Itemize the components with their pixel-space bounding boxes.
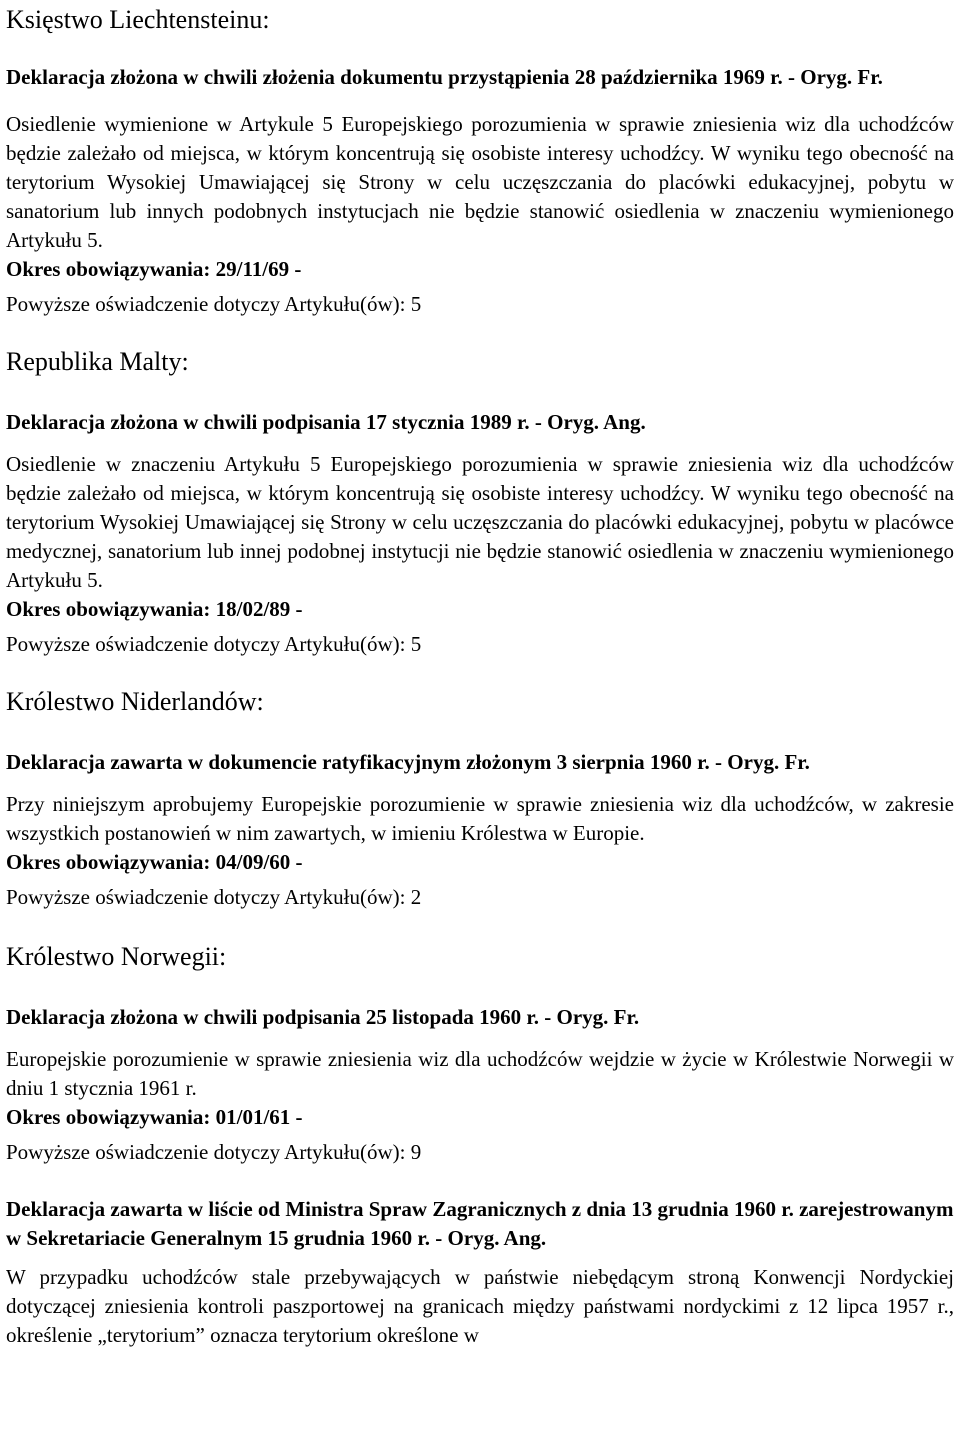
document-page	[6, 4, 954, 1350]
declaration-text-netherlands: Przy niniejszym aprobujemy Europejskie porozumienie w sprawie zniesienia wiz dla uchodźców, w zakresie wszystkich postanowień w nim zawartych, w imieniu Królestwa w Europie.	[6, 792, 954, 845]
declaration-malta: Deklaracja złożona w chwili podpisania 17 stycznia 1989 r. - Oryg. Ang.	[6, 410, 646, 434]
concerns-articles-netherlands: Powyższe oświadczenie dotyczy Artykułu(ów): 2	[6, 885, 422, 909]
declaration-text-malta: Osiedlenie w znaczeniu Artykułu 5 Europejskiego porozumienia w sprawie zniesienia wiz dla uchodźców będzie zależało od miejsca, w którym koncentrują się osobiste interesy uchodźcy. W wyniku tego obecność na terytorium Wysokiej Umawiającej się Strony w celu uczęszczania do placówki edukacyjnej, pobytu w placówce medycznej, sanatorium lub innej podobnej instytucji nie będzie stanowić osiedlenia w znaczeniu wymienionego Artykułu 5.	[6, 452, 954, 592]
concerns-articles-malta: Powyższe oświadczenie dotyczy Artykułu(ów): 5	[6, 632, 422, 656]
declaration-netherlands: Deklaracja zawarta w dokumencie ratyfikacyjnym złożonym 3 sierpnia 1960 r. - Oryg. Fr.	[6, 750, 810, 774]
country-heading-malta: Republika Malty:	[6, 347, 189, 376]
declaration-norway: Deklaracja złożona w chwili podpisania 25 listopada 1960 r. - Oryg. Fr.	[6, 1005, 640, 1029]
declaration-norway-letter: Deklaracja zawarta w liście od Ministra Spraw Zagranicznych z dnia 13 grudnia 1960 r. zarejestrowanym w Sekretariacie Generalnym 15 grudnia 1960 r. - Oryg. Ang.	[6, 1197, 954, 1250]
declaration-liechtenstein: Deklaracja złożona w chwili złożenia dokumentu przystąpienia 28 października 1969 r. - Oryg. Fr.	[6, 65, 883, 89]
country-heading-netherlands: Królestwo Niderlandów:	[6, 687, 264, 716]
validity-netherlands: Okres obowiązywania: 04/09/60 -	[6, 850, 303, 874]
declaration-text-liechtenstein: Osiedlenie wymienione w Artykule 5 Europejskiego porozumienia w sprawie zniesienia wiz dla uchodźców będzie zależało od miejsca, w którym koncentrują się osobiste interesy uchodźcy. W wyniku tego obecność na terytorium Wysokiej Umawiającej się Strony w celu uczęszczania do placówki edukacyjnej, pobytu w sanatorium lub innych podobnych instytucjach nie będzie stanowić osiedlenia w znaczeniu wymienionego Artykułu 5.	[6, 112, 954, 252]
validity-norway: Okres obowiązywania: 01/01/61 -	[6, 1105, 303, 1129]
declaration-text-norway: Europejskie porozumienie w sprawie zniesienia wiz dla uchodźców wejdzie w życie w Królestwie Norwegii w dniu 1 stycznia 1961 r.	[6, 1047, 954, 1100]
country-heading-liechtenstein: Księstwo Liechtensteinu:	[6, 5, 270, 34]
concerns-articles-norway: Powyższe oświadczenie dotyczy Artykułu(ów): 9	[6, 1140, 422, 1164]
country-heading-norway: Królestwo Norwegii:	[6, 942, 227, 971]
declaration-text-norway-letter: W przypadku uchodźców stale przebywających w państwie niebędącym stroną Konwencji Nordyckiej dotyczącej zniesienia kontroli paszportowej na granicach między państwami nordyckimi z 12 lipca 1957 r., określenie „terytorium” oznacza terytorium określone w	[6, 1265, 954, 1347]
validity-malta: Okres obowiązywania: 18/02/89 -	[6, 597, 303, 621]
concerns-articles-liechtenstein: Powyższe oświadczenie dotyczy Artykułu(ów): 5	[6, 292, 422, 316]
validity-liechtenstein: Okres obowiązywania: 29/11/69 -	[6, 257, 302, 281]
